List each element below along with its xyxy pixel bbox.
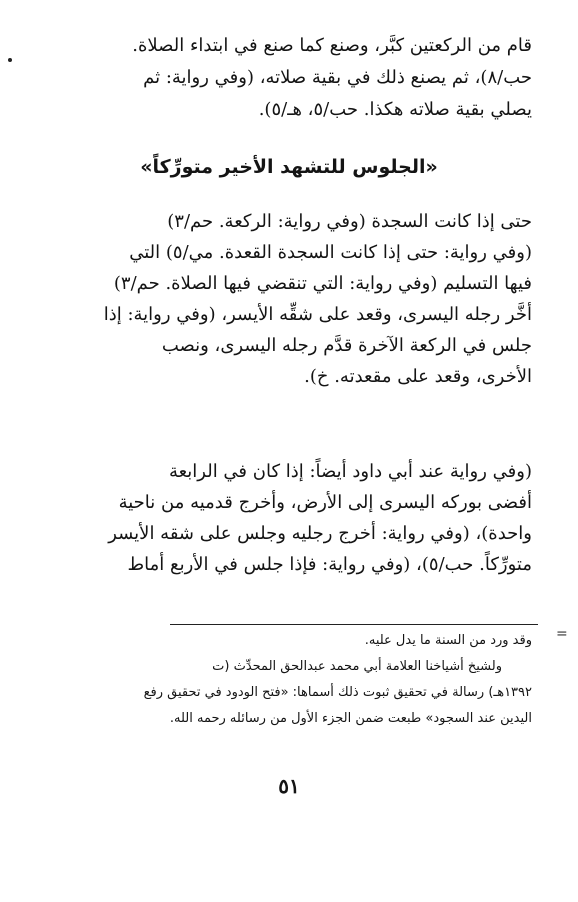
paragraph-1: [44, 30, 532, 126]
text-line: يصلي بقية صلاته هكذا. حب/٥، هـ/٥).: [258, 99, 532, 120]
text-line: أخَّر رجله اليسرى، وقعد على شقِّه الأيسر، (وفي رواية: إذا: [103, 304, 532, 325]
text-line: حب/٨)، ثم يصنع ذلك في بقية صلاته، (وفي رواية: ثم: [143, 67, 532, 88]
text-line: أفضى بوركه اليسرى إلى الأرض، وأخرج قدميه من ناحية: [118, 492, 532, 513]
footnote-line: وقد ورد من السنة ما يدل عليه.: [364, 633, 532, 648]
section-heading: «الجلوس للتشهد الأخير متورِّكاً»: [140, 156, 438, 178]
footnote-line: اليدين عند السجود» طبعت ضمن الجزء الأول من رسائله رحمه الله.: [169, 711, 532, 726]
paragraph-3: [44, 456, 532, 580]
footnotes: [42, 628, 532, 732]
text-line: (وفي رواية: حتى إذا كانت السجدة القعدة. مي/٥) التي: [129, 242, 532, 263]
text-line: قام من الركعتين كبَّر، وصنع كما صنع في ابتداء الصلاة.: [132, 35, 532, 56]
text-line: فيها التسليم (وفي رواية: التي تنقضي فيها الصلاة. حم/٣): [113, 273, 532, 294]
footnote-line: ولشيخ أشياخنا العلامة أبي محمد عبدالحق المحدِّث (ت: [212, 659, 502, 674]
text-line: الأخرى، وقعد على مقعدته. خ).: [304, 366, 532, 387]
paragraph-2: [44, 206, 532, 392]
text-line: حتى إذا كانت السجدة (وفي رواية: الركعة. حم/٣): [167, 211, 532, 232]
page-number: ٥١: [278, 774, 300, 798]
text-line: (وفي رواية عند أبي داود أيضاً: إذا كان في الرابعة: [168, 461, 532, 482]
footnote-divider: [170, 624, 538, 625]
text-line: واحدة)، (وفي رواية: أخرج رجليه وجلس على شقه الأيسر: [108, 523, 532, 544]
text-line: جلس في الركعة الآخرة قدَّم رجله اليسرى، ونصب: [161, 335, 532, 356]
footnote-line: ١٣٩٢هـ) رسالة في تحقيق ثبوت ذلك أسماها: «فتح الودود في تحقيق رفع: [143, 685, 532, 700]
ink-speck: [8, 58, 12, 62]
text-line: متورِّكاً. حب/٥)، (وفي رواية: فإذا جلس في الأربع أماط: [127, 554, 532, 575]
footnote-continuation-mark: =: [556, 626, 568, 642]
